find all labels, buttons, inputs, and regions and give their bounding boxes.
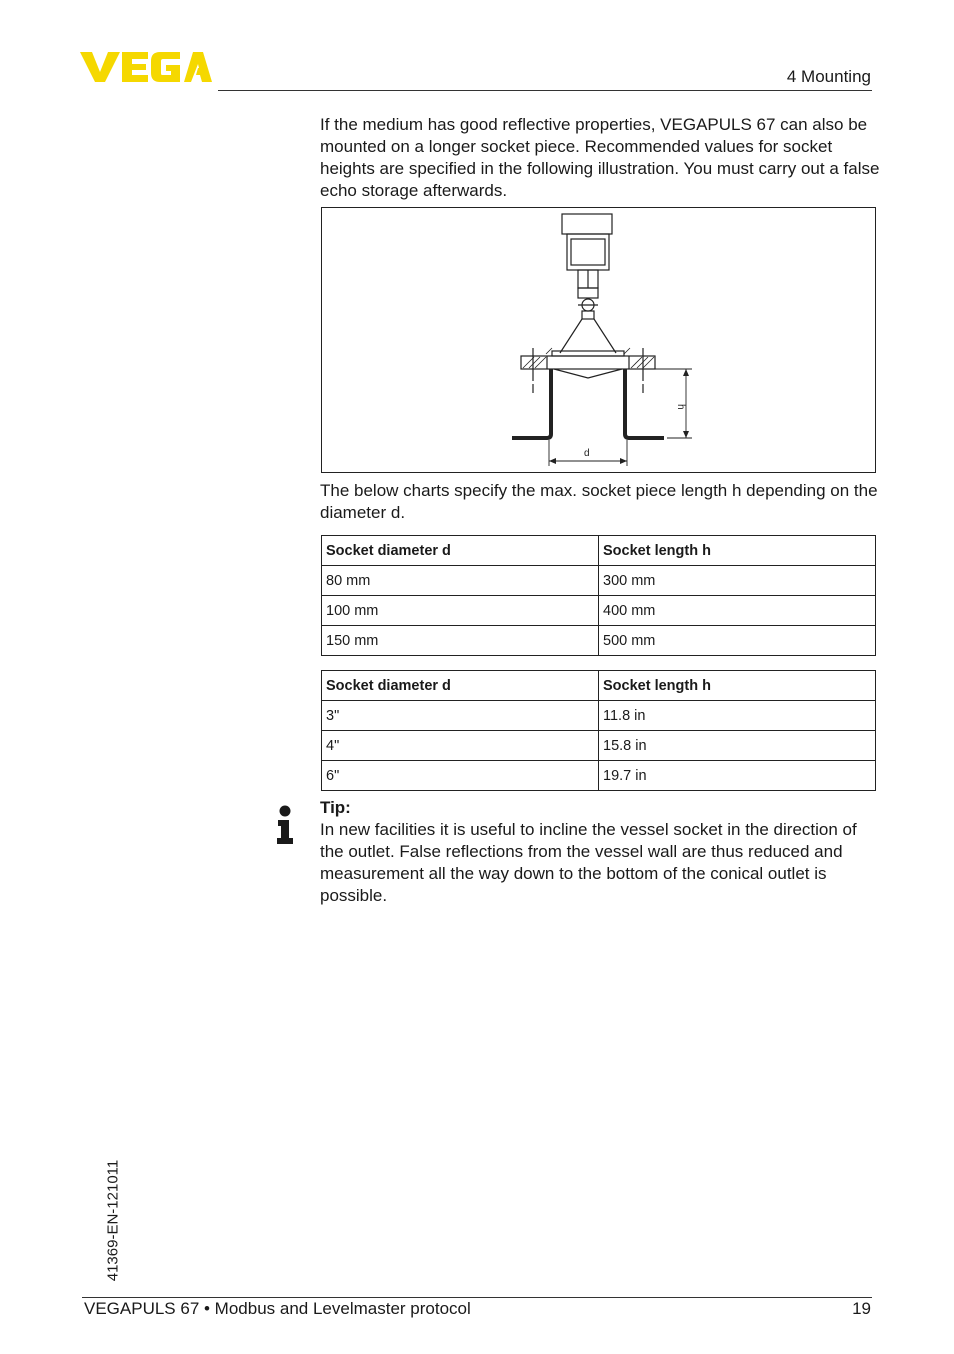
socket-mounting-drawing (322, 208, 875, 472)
header-divider (218, 90, 872, 91)
column-header: Socket diameter d (322, 536, 599, 566)
table-cell: 19.7 in (599, 761, 876, 791)
label-h: h (675, 404, 686, 410)
page-number: 19 (852, 1299, 871, 1318)
flange (521, 356, 655, 369)
footer-divider (82, 1297, 872, 1298)
socket-table-metric (321, 535, 876, 656)
column-header: Socket length h (599, 536, 876, 566)
footer-title: VEGAPULS 67 • Modbus and Levelmaster protocol (84, 1299, 471, 1318)
info-icon (275, 805, 295, 845)
table-cell: 500 mm (599, 626, 876, 656)
table-row (322, 566, 876, 596)
table-row (322, 596, 876, 626)
section-title: 4 Mounting (786, 67, 871, 86)
table-row (322, 701, 876, 731)
table-cell: 6" (322, 761, 599, 791)
socket-table-imperial (321, 670, 876, 791)
table-row (322, 761, 876, 791)
charts-description: The below charts specify the max. socket piece length h depending on the diameter d. (320, 481, 878, 522)
mounting-illustration (321, 207, 876, 473)
tip-label: Tip: (320, 798, 351, 817)
table-cell: 100 mm (322, 596, 599, 626)
table-header-row (322, 536, 876, 566)
table-cell: 150 mm (322, 626, 599, 656)
table-row (322, 626, 876, 656)
table-cell: 300 mm (599, 566, 876, 596)
table-cell: 4" (322, 731, 599, 761)
table-row (322, 731, 876, 761)
table-cell: 80 mm (322, 566, 599, 596)
table-header-row (322, 671, 876, 701)
table-cell: 3" (322, 701, 599, 731)
housing-cap (562, 214, 612, 234)
socket-wall-right (625, 369, 664, 438)
column-header: Socket length h (599, 671, 876, 701)
table-cell: 11.8 in (599, 701, 876, 731)
document-code: 41369-EN-121011 (104, 1159, 122, 1282)
label-d: d (584, 448, 590, 459)
column-header: Socket diameter d (322, 671, 599, 701)
vega-logo (80, 50, 212, 84)
tip-text: In new facilities it is useful to incline the vessel socket in the direction of the outlet. False reflections from the vessel wall are thus reduced and measurement all the way down to the bottom of the conical outlet is possible. (320, 820, 857, 905)
intro-paragraph: If the medium has good reflective properties, VEGAPULS 67 can also be mounted on a longer socket piece. Recommended values for socket heights are specified in the following illustration. You must carry out a false echo storage afterwards. (320, 115, 880, 200)
antenna-horn (560, 319, 616, 353)
table-cell: 400 mm (599, 596, 876, 626)
socket-wall-left (512, 369, 551, 438)
table-cell: 15.8 in (599, 731, 876, 761)
